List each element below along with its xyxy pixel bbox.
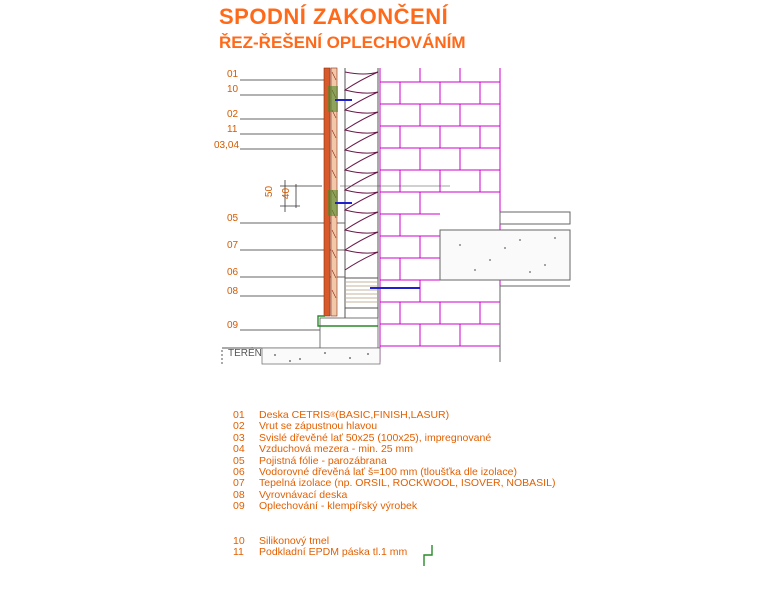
callout-10: 10: [227, 84, 239, 95]
legend-item: 02 Vrut se zápustnou hlavou: [233, 420, 378, 433]
legend-item: 07 Tepelná izolace (np. ORSIL, ROCKWOOL, ISOVER, NOBASIL): [233, 477, 556, 490]
callout-06: 06: [227, 267, 239, 278]
flashing: [318, 316, 378, 326]
legend: [233, 410, 555, 558]
legend-item: 03 Svislé dřevěné lať 50x25 (100x25), impregnované: [233, 431, 492, 444]
callout-01: 01: [227, 69, 239, 80]
callout-07: 07: [227, 240, 239, 251]
drawing-subtitle: ŘEZ-ŘEŠENÍ OPLECHOVÁNÍM: [219, 33, 466, 52]
callout-08: 08: [227, 286, 239, 297]
dimension-40: 40: [281, 187, 293, 200]
callout-11: 11: [227, 124, 238, 135]
callout-02: 02: [227, 109, 239, 120]
legend-item: 11 Podkladní EPDM páska tl.1 mm: [233, 546, 408, 559]
legend-item: 09 Oplechování - klempířský výrobek: [233, 500, 418, 513]
legend-item: 01 Deska CETRIS ® (BASIC,FINISH,LASUR): [233, 409, 450, 421]
masonry-wall: [380, 68, 500, 362]
callout-03-04: 03,04: [214, 140, 240, 151]
legend-item: 10 Silikonový tmel: [233, 534, 330, 547]
legend-item: 04 Vzduchová mezera - min. 25 mm: [233, 443, 414, 456]
callout-09: 09: [227, 320, 239, 331]
thermal-insulation: [345, 68, 378, 318]
legend-item: 05 Pojistná fólie - parozábrana: [233, 454, 387, 467]
terrain-label: TERÉN: [228, 348, 262, 359]
legend-item: 08 Vyrovnávací deska: [233, 488, 348, 501]
drawing-title: SPODNÍ ZAKONČENÍ: [219, 4, 449, 29]
callout-05: 05: [227, 213, 239, 224]
legend-item: 06 Vodorovné dřevěná lať š=100 mm (tloušťka dle izolace): [233, 466, 517, 479]
dimension-50: 50: [264, 185, 276, 198]
